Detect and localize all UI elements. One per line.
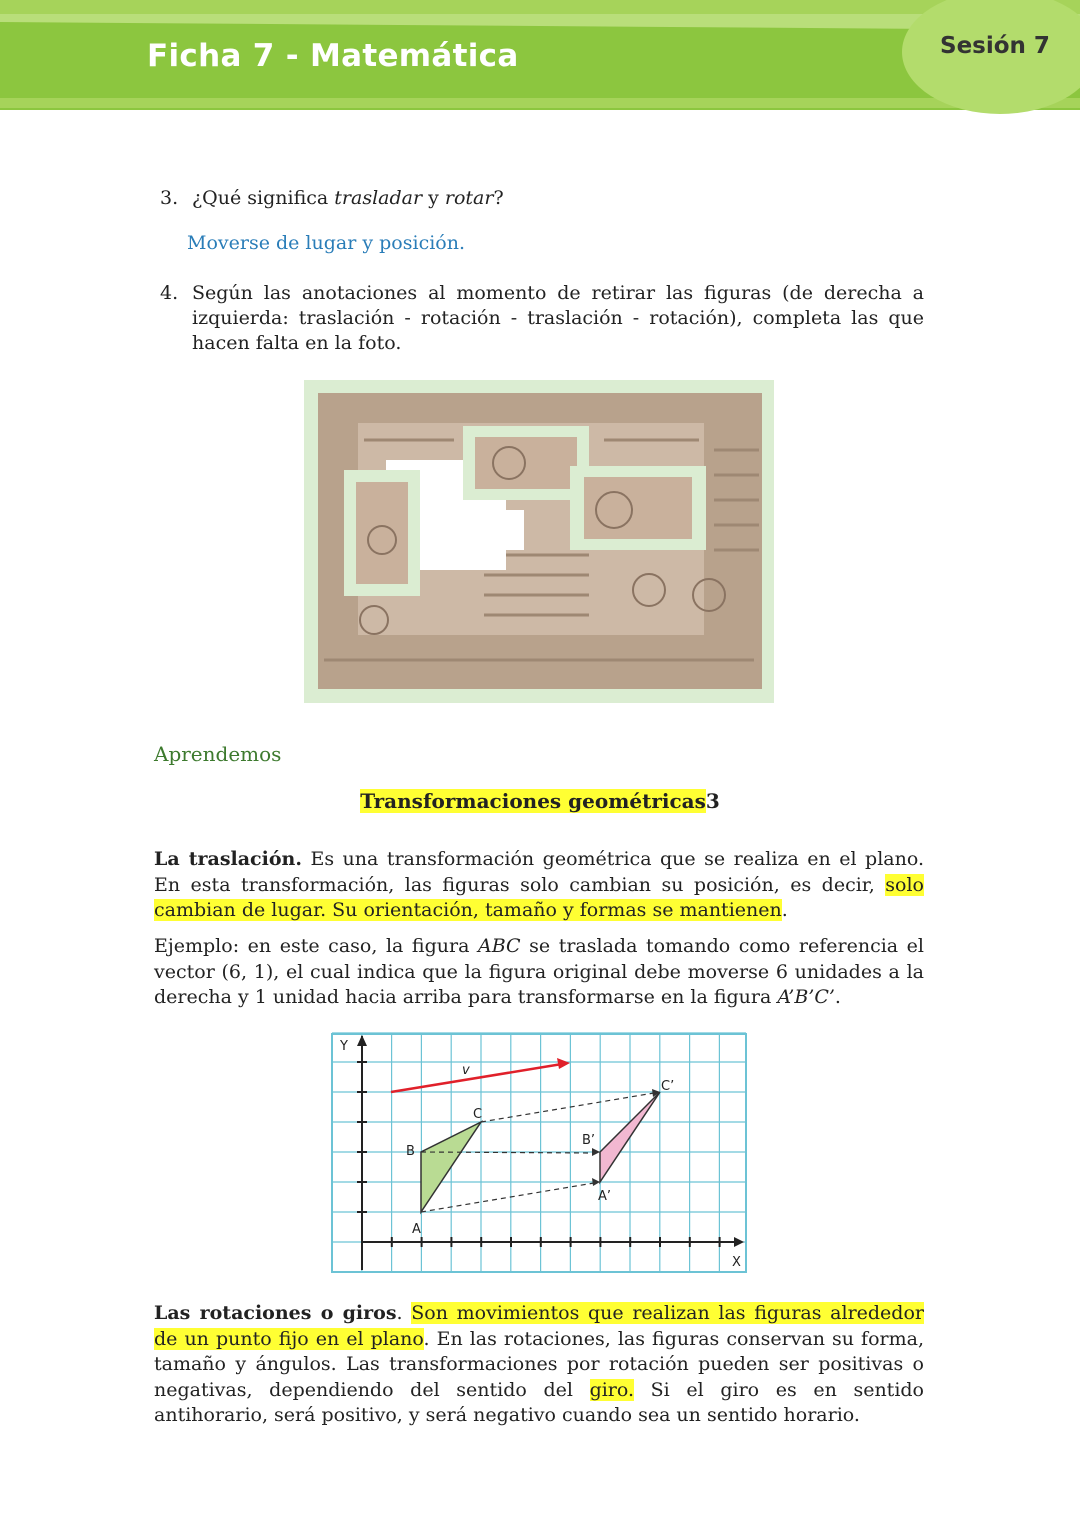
question-text: Según las anotaciones al momento de retirar las figuras (de derecha a izquierda: traslación - rotación - traslación - rotación), completa las que hacen falta en la foto. bbox=[192, 282, 924, 354]
term-trasladar: trasladar bbox=[334, 187, 423, 209]
section-title: Transformaciones geométricas3 bbox=[360, 789, 720, 813]
answer-text: Moverse de lugar y posición. bbox=[187, 232, 465, 254]
point-b-prime-label: B’ bbox=[582, 1133, 596, 1148]
point-a-label: A bbox=[412, 1222, 421, 1237]
question-number: 3. bbox=[160, 187, 179, 209]
figure-abc: ABC bbox=[477, 935, 521, 957]
y-axis-label: Y bbox=[340, 1039, 348, 1054]
example-paragraph: Ejemplo: en este caso, la figura ABC se traslada tomando como referencia el vector (6, 1), el cual indica que la figura original debe moverse 6 unidades a la derecha y 1 unidad hacia arriba para transformarse en la figura A’B’C’. bbox=[154, 935, 925, 1008]
x-axis-label: X bbox=[732, 1255, 741, 1270]
footnote-marker: 3 bbox=[705, 789, 720, 813]
aprendemos-label: Aprendemos bbox=[154, 742, 282, 766]
translation-highlight: solo cambian de lugar. Su orientación, tamaño y formas se mantienen bbox=[154, 873, 924, 921]
point-c-label: C bbox=[473, 1107, 483, 1122]
translation-graph bbox=[330, 1032, 748, 1278]
rotation-highlight: Son movimientos que realizan las figuras alrededor de un punto fijo en el plano bbox=[154, 1302, 924, 1350]
stone-relief-photo bbox=[304, 380, 774, 703]
rotation-paragraph: Las rotaciones o giros. Son movimientos que realizan las figuras alrededor de un punto fijo en el plano. En las rotaciones, las figuras conservan su forma, tamaño y ángulos. Las transformaciones por rotación pueden ser positivas o negativas, dependiendo del sentido del giro. Si el giro es en sentido antihorario, será positivo, y será negativo cuando sea un sentido horario. bbox=[154, 1302, 924, 1426]
translation-paragraph: La traslación. Es una transformación geométrica que se realiza en el plano. En esta transformación, las figuras solo cambian su posición, es decir, solo cambian de lugar. Su orientación, tamaño y formas se mantienen. bbox=[154, 848, 925, 921]
point-c-prime-label: C’ bbox=[661, 1079, 675, 1094]
giro-highlight: giro. bbox=[589, 1378, 635, 1401]
session-label: Sesión 7 bbox=[940, 33, 1050, 59]
rotation-term: Las rotaciones o giros bbox=[154, 1302, 397, 1324]
translation-term: La traslación. bbox=[154, 848, 302, 870]
figure-abc-prime: A’B’C’ bbox=[777, 986, 835, 1008]
page-header bbox=[0, 0, 1080, 115]
worksheet-title: Ficha 7 - Matemática bbox=[147, 38, 519, 74]
term-rotar: rotar bbox=[444, 187, 494, 209]
point-b-label: B bbox=[406, 1144, 415, 1159]
vector-label: v bbox=[462, 1063, 470, 1078]
question-number: 4. bbox=[160, 282, 179, 304]
question-text: ¿Qué significa trasladar y rotar? bbox=[192, 187, 504, 209]
point-a-prime-label: A’ bbox=[598, 1189, 612, 1204]
